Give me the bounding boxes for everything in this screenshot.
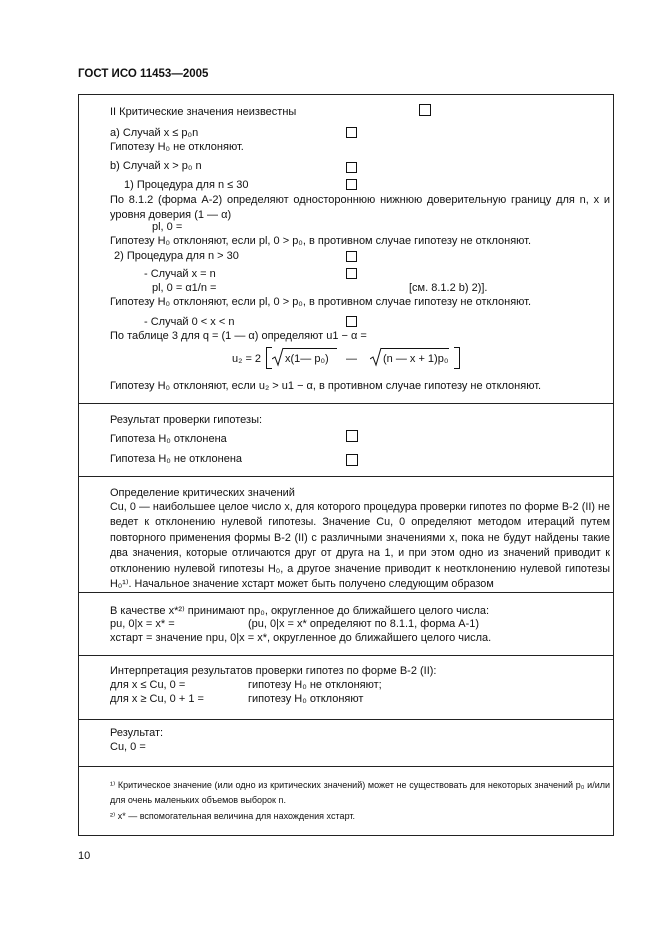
subcase-0-x-n: - Случай 0 < x < n xyxy=(144,316,235,328)
interpretation-row-1-right: гипотезу H₀ не отклоняют; xyxy=(248,679,382,691)
iteration-pu0-note: (pu, 0|x = x* определяют по 8.1.1, форма А-1) xyxy=(248,618,480,630)
procedure-1-reject-rule: Гипотезу H₀ отклоняют, если pl, 0 > p₀, в противном случае гипотезу не отклоняют. xyxy=(110,235,532,247)
result-rejected-label: Гипотеза H₀ отклонена xyxy=(110,433,227,445)
critical-values-text: Cu, 0 — наибольшее целое число x, для которого процедура проверки гипотез по форме В-2 (II) не ведет к отклонению нулевой гипотезы. Значение Cu, 0 определяют методом итераций путем повторного применения формы В-2 (II) с различными значениями x, пока не будут найдены такие два значения, которые отличаются друг от друга на 1, и при этом одно из значений приводит к отклонению нулевой гипотезы H₀, а другое значение приводит к неотклонению нулевой гипотезы H₀¹⁾. Начальное значение xстарт может быть получено следующим образом xyxy=(110,501,610,591)
result-title: Результат проверки гипотезы: xyxy=(110,414,263,426)
case-a-result: Гипотезу H₀ не отклоняют. xyxy=(110,141,244,153)
checkbox-result-not-rejected[interactable] xyxy=(346,454,358,466)
checkbox-section-ii[interactable] xyxy=(419,104,431,116)
formula-right-bracket xyxy=(454,347,460,369)
result-not-rejected-label: Гипотеза H₀ не отклонена xyxy=(110,453,243,465)
section-title: II Критические значения неизвестны xyxy=(110,106,297,118)
case-b-label: b) Случай x > p₀ n xyxy=(110,160,202,172)
checkbox-case-a[interactable] xyxy=(346,127,357,138)
checkbox-case-b[interactable] xyxy=(346,162,357,173)
iteration-pu0-label: pu, 0|x = x* = xyxy=(110,618,175,630)
u2-formula-label: u₂ = 2 xyxy=(232,353,262,365)
interpretation-row-2-right: гипотезу H₀ отклоняют xyxy=(248,693,364,705)
subcase-x-equals-n: - Случай x = n xyxy=(144,268,216,280)
pl0-label: pl, 0 = xyxy=(152,221,183,233)
critical-values-title: Определение критических значений xyxy=(110,487,295,499)
procedure-2-reject-rule: Гипотезу H₀ отклоняют, если pl, 0 > p₀, в противном случае гипотезу не отклоняют. xyxy=(110,296,532,308)
final-result-title: Результат: xyxy=(110,727,164,739)
divider xyxy=(78,719,614,720)
procedure-1-text: По 8.1.2 (форма А-2) определяют одностороннюю нижнюю доверительную границу для n, x и уровня доверия (1 — α) xyxy=(110,194,610,222)
table-3-text: По таблице 3 для q = (1 — α) определяют u1 − α = xyxy=(110,330,367,342)
divider xyxy=(78,766,614,767)
final-result-value: Cu, 0 = xyxy=(110,741,146,753)
checkbox-subcase-x-equals-n[interactable] xyxy=(346,268,357,279)
interpretation-row-1-left: для x ≤ Cu, 0 = xyxy=(110,679,186,691)
u2-reject-rule: Гипотезу H₀ отклоняют, если u₂ > u1 − α, в противном случае гипотезу не отклоняют. xyxy=(110,380,542,392)
reference-8-1-2: [см. 8.1.2 b) 2)]. xyxy=(409,282,488,294)
footnote-2: ²⁾ x* — вспомогательная величина для нахождения xстарт. xyxy=(110,811,355,821)
iteration-line-1: В качестве x*²⁾ принимают np₀, округленное до ближайшего целого числа: xyxy=(110,605,490,617)
pl0-formula: pl, 0 = α1/n = xyxy=(152,282,217,294)
document-header: ГОСТ ИСО 11453—2005 xyxy=(78,68,209,80)
footnote-1: ¹⁾ Критическое значение (или одно из критических значений) может не существовать для некоторых значений p₀ и/или для очень маленьких объемов выборок n. xyxy=(110,780,610,805)
page-number: 10 xyxy=(78,850,91,862)
procedure-1-label: 1) Процедура для n ≤ 30 xyxy=(124,179,249,191)
u2-term-2: (n — x + 1)p₀ xyxy=(383,353,449,365)
u2-term-1: x(1— p₀) xyxy=(285,353,329,365)
interpretation-title: Интерпретация результатов проверки гипотез по форме В-2 (II): xyxy=(110,665,437,677)
iteration-xstart: xстарт = значение npu, 0|x = x*, округленное до ближайшего целого числа. xyxy=(110,632,492,644)
checkbox-procedure-2[interactable] xyxy=(346,251,357,262)
checkbox-procedure-1[interactable] xyxy=(346,179,357,190)
case-a-label: a) Случай x ≤ p₀n xyxy=(110,127,199,139)
interpretation-row-2-left: для x ≥ Cu, 0 + 1 = xyxy=(110,693,204,705)
procedure-2-label: 2) Процедура для n > 30 xyxy=(114,250,239,262)
divider xyxy=(78,403,614,404)
checkbox-subcase-0-x-n[interactable] xyxy=(346,316,357,327)
divider xyxy=(78,476,614,477)
u2-minus: — xyxy=(346,353,357,365)
checkbox-result-rejected[interactable] xyxy=(346,430,358,442)
divider xyxy=(78,655,614,656)
